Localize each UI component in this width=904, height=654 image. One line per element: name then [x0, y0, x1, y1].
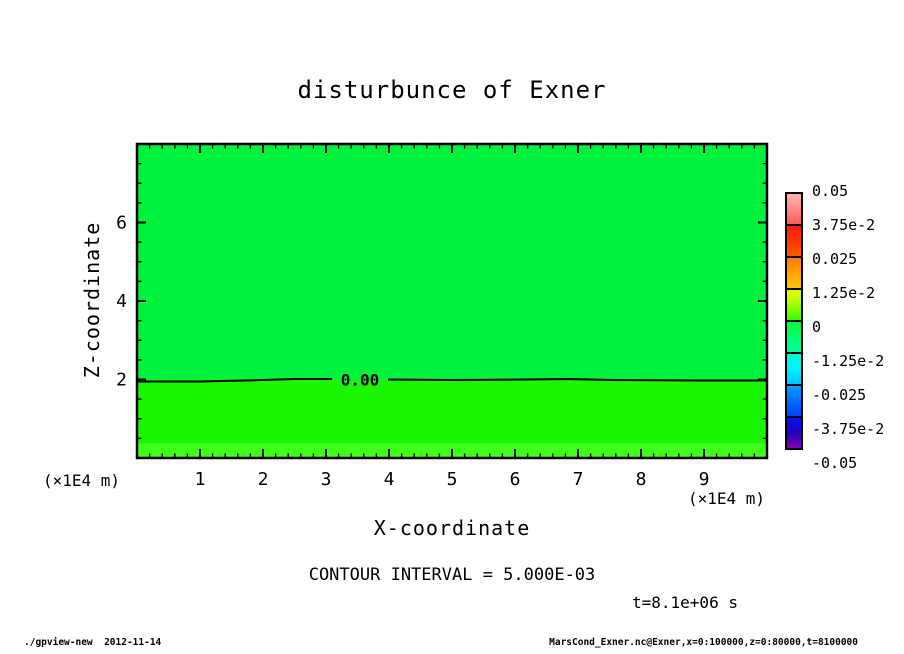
colorbar-tick-label: -0.025 [812, 386, 867, 405]
colorbar-block [785, 288, 803, 322]
x-tick-label: 7 [572, 469, 584, 490]
contour-interval-text: CONTOUR INTERVAL = 5.000E-03 [308, 565, 596, 585]
colorbar-tick-label: 0.025 [812, 250, 858, 269]
x-tick-label: 8 [635, 469, 647, 490]
colorbar-tick-label: 3.75e-2 [812, 216, 876, 235]
x-tick-label: 9 [698, 469, 710, 490]
x-tick-label: 5 [446, 469, 458, 490]
fill-band [137, 380, 767, 444]
x-tick-label: 1 [194, 469, 206, 490]
colorbar-tick-label: -1.25e-2 [812, 352, 885, 371]
colorbar-block [785, 320, 803, 354]
x-tick-label: 4 [383, 469, 395, 490]
y-tick-label: 6 [116, 212, 127, 234]
colorbar-block [785, 192, 803, 226]
contour-level-label: 0.00 [340, 370, 380, 390]
colorbar [785, 192, 803, 450]
colorbar-tick-label: 0 [812, 318, 822, 337]
y-axis-unit-label: (×1E4 m) [43, 471, 121, 490]
y-axis-title: Z-coordinate [80, 221, 104, 379]
colorbar-block [785, 352, 803, 386]
x-tick-label: 6 [509, 469, 521, 490]
y-tick-label: 4 [116, 291, 127, 312]
time-stamp-label: t=8.1e+06 s [632, 593, 738, 612]
fill-band [137, 144, 767, 380]
x-tick-label: 3 [320, 469, 332, 490]
footer-data-source: MarsCond_Exner.nc@Exner,x=0:100000,z=0:80000,t=8100000 [549, 637, 858, 648]
colorbar-block [785, 416, 803, 450]
x-axis-title: X-coordinate [373, 516, 531, 540]
x-axis-unit-label: (×1E4 m) [688, 489, 766, 508]
x-tick-label: 2 [257, 469, 269, 490]
chart-title: disturbunce of Exner [297, 76, 607, 104]
colorbar-block [785, 384, 803, 418]
footer-program-version: ./gpview-new 2012-11-14 [24, 637, 162, 648]
colorbar-block [785, 256, 803, 290]
y-tick-label: 2 [116, 369, 127, 391]
colorbar-tick-label: 0.05 [812, 182, 849, 201]
colorbar-tick-label: -0.05 [812, 454, 858, 473]
colorbar-tick-label: 1.25e-2 [812, 284, 876, 303]
colorbar-tick-label: -3.75e-2 [812, 420, 885, 439]
colorbar-block [785, 224, 803, 258]
